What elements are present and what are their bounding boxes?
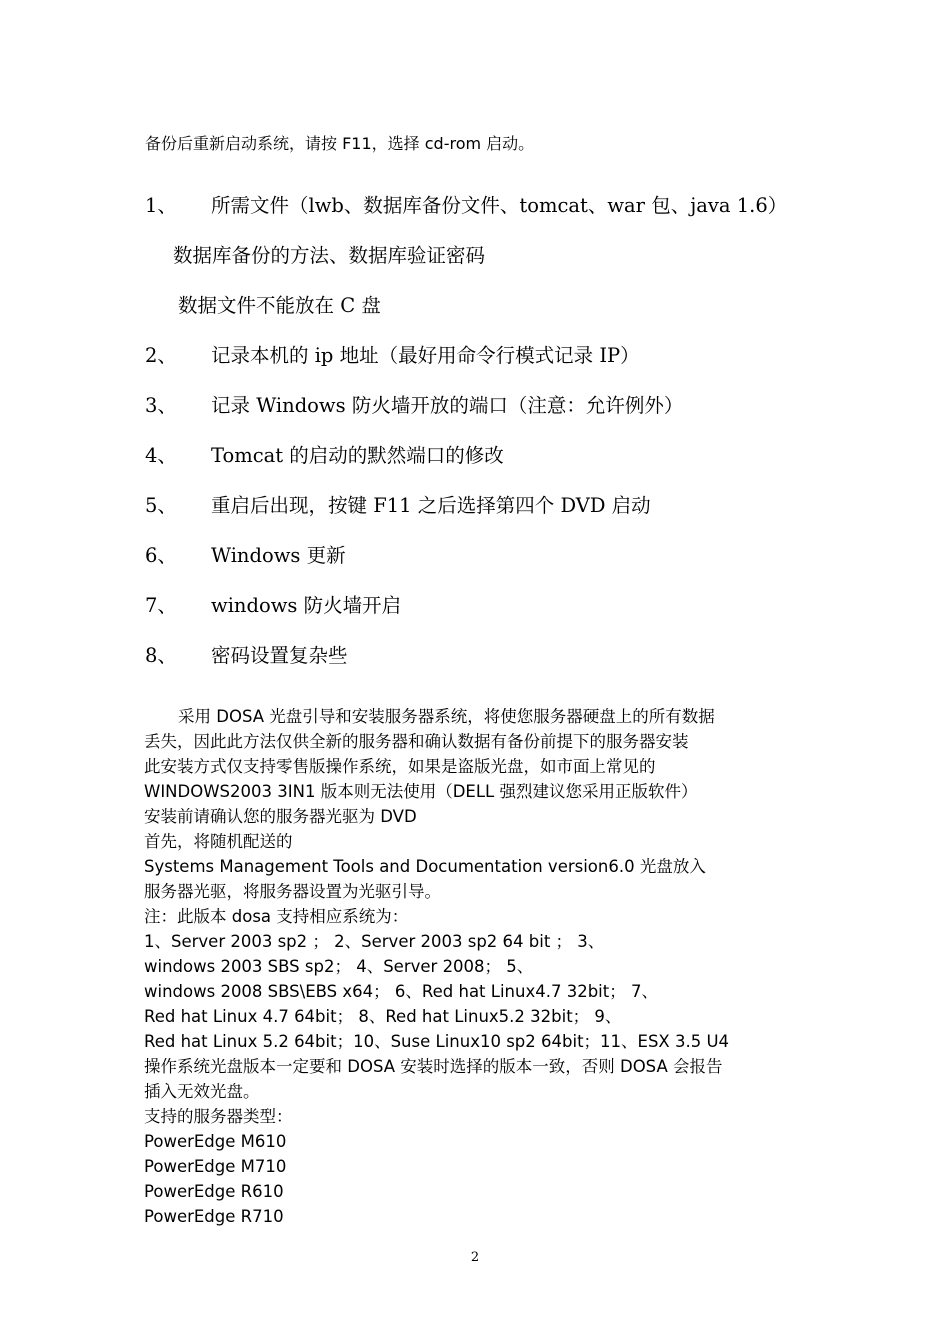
body-line: 1、Server 2003 sp2 ； 2、Server 2003 sp2 64 bit ； 3、 — [144, 932, 605, 951]
body-line: 首先，将随机配送的 — [144, 832, 293, 851]
body-line: 注：此版本 dosa 支持相应系统为： — [144, 907, 409, 926]
page-number: 2 — [470, 1250, 480, 1265]
list-item-text: 重启后出现，按键 F11 之后选择第四个 DVD 启动 — [211, 494, 651, 517]
list-item-text: windows 防火墙开启 — [211, 594, 402, 617]
sub-line: 数据库备份的方法、数据库验证密码 — [173, 244, 486, 267]
body-line: 此安装方式仅支持零售版操作系统，如果是盗版光盘，如市面上常见的 — [144, 757, 656, 776]
body-line: 采用 DOSA 光盘引导和安装服务器系统，将使您服务器硬盘上的所有数据 — [178, 707, 715, 726]
list-item — [145, 440, 504, 468]
body-line: windows 2008 SBS\EBS x64； 6、Red hat Linux4.7 32bit； 7、 — [144, 982, 658, 1001]
list-item-number: 6、 — [145, 544, 177, 567]
body-text — [144, 704, 824, 1229]
sub-line: 数据文件不能放在 C 盘 — [178, 294, 381, 317]
list-item — [145, 390, 683, 418]
body-line: 支持的服务器类型： — [144, 1107, 293, 1126]
body-line: PowerEdge R610 — [144, 1182, 284, 1201]
list-item-number: 2、 — [145, 344, 177, 367]
body-line: Red hat Linux 5.2 64bit；10、Suse Linux10 sp2 64bit；11、ESX 3.5 U4 — [144, 1032, 730, 1051]
body-line: PowerEdge R710 — [144, 1207, 284, 1226]
body-line: PowerEdge M610 — [144, 1132, 287, 1151]
body-line: 服务器光驱，将服务器设置为光驱引导。 — [144, 882, 441, 901]
list-item — [145, 490, 651, 518]
list-item-text: 记录 Windows 防火墙开放的端口（注意：允许例外） — [211, 394, 684, 417]
body-line: 操作系统光盘版本一定要和 DOSA 安装时选择的版本一致，否则 DOSA 会报告 — [144, 1057, 723, 1076]
list-item-number: 7、 — [145, 594, 177, 617]
list-item-text: 密码设置复杂些 — [211, 644, 348, 667]
list-item-number: 5、 — [145, 494, 177, 517]
list-item-text: Windows 更新 — [211, 544, 346, 567]
list-item-number: 3、 — [145, 394, 177, 417]
list-item-text: 记录本机的 ip 地址（最好用命令行模式记录 IP） — [211, 344, 640, 367]
intro-line: 备份后重新启动系统，请按 F11，选择 cd-rom 启动。 — [145, 134, 535, 153]
body-line: WINDOWS2003 3IN1 版本则无法使用（DELL 强烈建议您采用正版软件） — [144, 782, 698, 801]
list-item-number: 8、 — [145, 644, 177, 667]
list-item — [145, 590, 401, 618]
body-line: 插入无效光盘。 — [144, 1082, 260, 1101]
list-item-text: Tomcat 的启动的默然端口的修改 — [211, 444, 504, 467]
body-line: 丢失，因此此方法仅供全新的服务器和确认数据有备份前提下的服务器安装 — [144, 732, 689, 751]
list-item-number: 4、 — [145, 444, 177, 467]
body-line: 安装前请确认您的服务器光驱为 DVD — [144, 807, 417, 826]
list-item — [145, 640, 348, 668]
body-line: Red hat Linux 4.7 64bit； 8、Red hat Linux5.2 32bit； 9、 — [144, 1007, 622, 1026]
list-item-text: 所需文件（lwb、数据库备份文件、tomcat、war 包、java 1.6） — [211, 194, 788, 217]
list-item — [145, 340, 640, 368]
list-item-number: 1、 — [145, 194, 177, 217]
body-line: windows 2003 SBS sp2； 4、Server 2008； 5、 — [144, 957, 534, 976]
list-item — [145, 190, 787, 218]
list-item — [145, 540, 346, 568]
body-line: Systems Management Tools and Documentation version6.0 光盘放入 — [144, 857, 706, 876]
body-line: PowerEdge M710 — [144, 1157, 287, 1176]
